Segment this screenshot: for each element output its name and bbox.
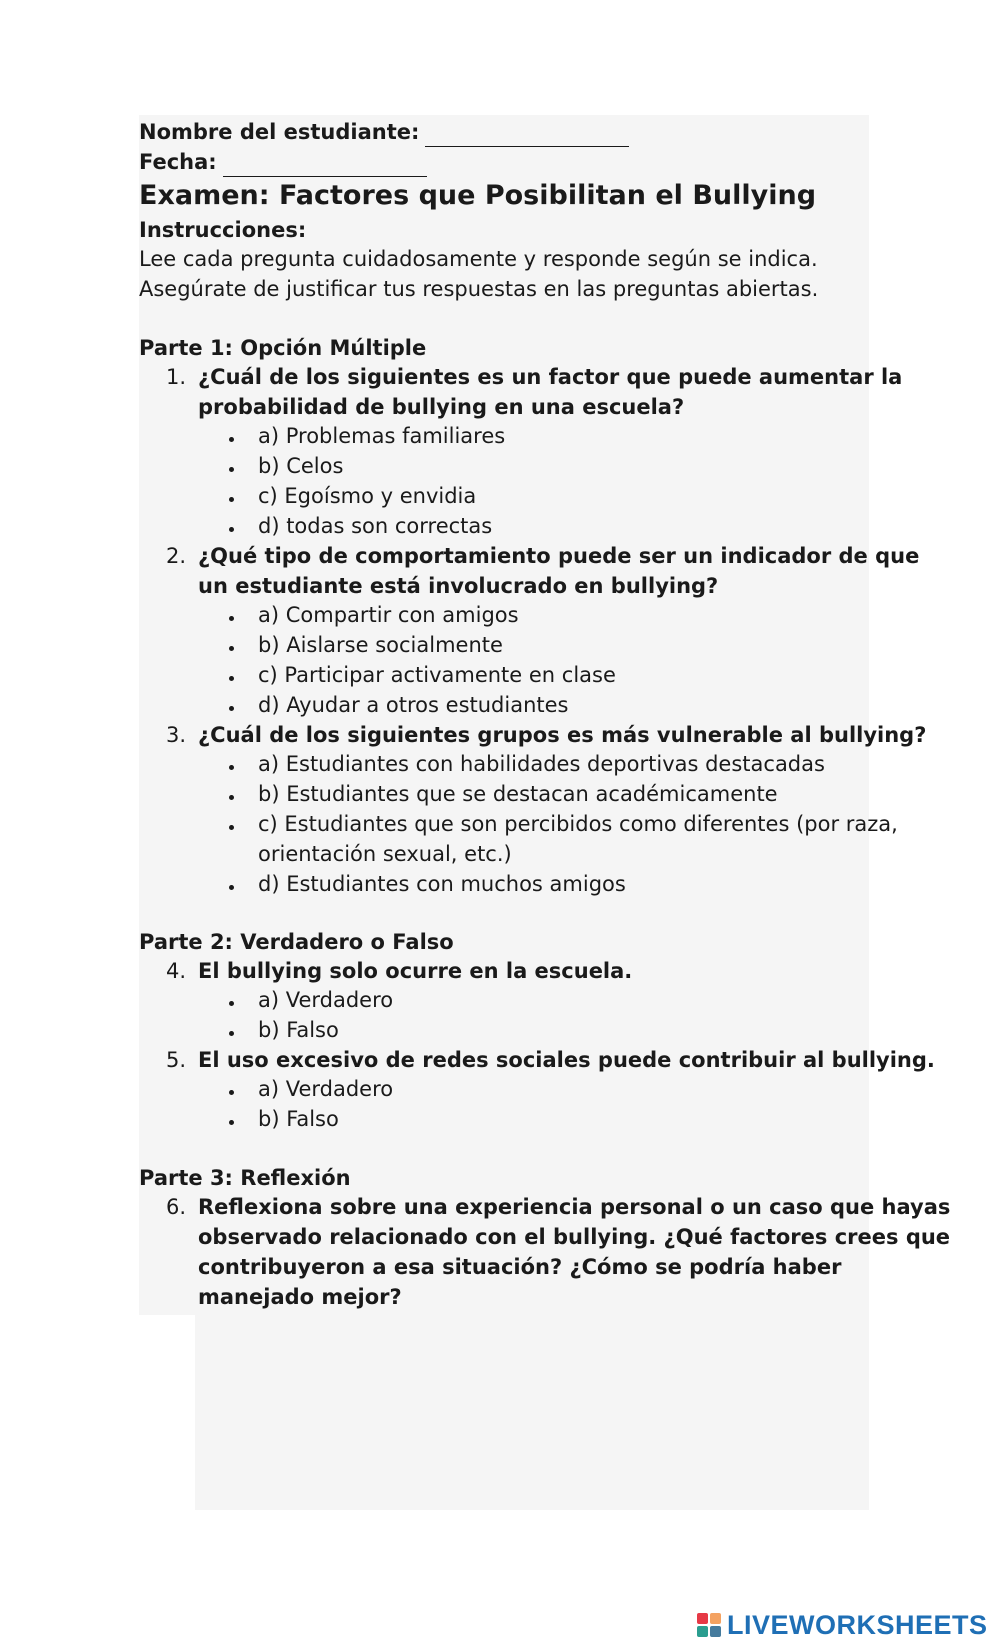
question-text: un estudiante está involucrado en bullying? (198, 574, 719, 598)
part3-heading: Parte 3: Reflexión (139, 1166, 351, 1190)
bullet-icon (229, 706, 234, 711)
question-number: 1. (165, 365, 186, 389)
bullet-icon (229, 527, 234, 532)
question-text: ¿Qué tipo de comportamiento puede ser un indicador de que (198, 544, 920, 568)
bullet-icon (229, 1001, 234, 1006)
part1-heading: Parte 1: Opción Múltiple (139, 336, 427, 360)
bullet-icon (229, 765, 234, 770)
liveworksheets-logo-icon (697, 1613, 723, 1639)
bullet-icon (229, 437, 234, 442)
bullet-icon (229, 467, 234, 472)
question-text: observado relacionado con el bullying. ¿Qué factores crees que (198, 1225, 951, 1249)
instructions-text: Asegúrate de justificar tus respuestas en las preguntas abiertas. (139, 277, 819, 301)
answer-option[interactable]: a) Verdadero (258, 1077, 394, 1101)
student-name-field[interactable] (139, 117, 629, 147)
answer-option[interactable]: a) Estudiantes con habilidades deportivas destacadas (258, 752, 825, 776)
answer-option[interactable]: c) Egoísmo y envidia (258, 484, 477, 508)
answer-option[interactable]: c) Estudiantes que son percibidos como diferentes (por raza, (258, 812, 898, 836)
liveworksheets-logo-text: LIVEWORKSHEETS (727, 1610, 988, 1640)
question-text: El uso excesivo de redes sociales puede contribuir al bullying. (198, 1048, 935, 1072)
bullet-icon (229, 646, 234, 651)
bullet-icon (229, 497, 234, 502)
bullet-icon (229, 676, 234, 681)
answer-area (195, 1300, 869, 1510)
answer-option[interactable]: b) Celos (258, 454, 344, 478)
answer-option[interactable]: a) Verdadero (258, 988, 394, 1012)
date-field[interactable] (139, 147, 427, 177)
bullet-icon (229, 825, 234, 830)
question-text: contribuyeron a esa situación? ¿Cómo se podría haber (198, 1255, 842, 1279)
question-text: Reflexiona sobre una experiencia personal o un caso que hayas (198, 1195, 951, 1219)
liveworksheets-logo (697, 1610, 988, 1640)
question-number: 3. (165, 723, 186, 747)
bullet-icon (229, 1090, 234, 1095)
exam-title: Examen: Factores que Posibilitan el Bullying (139, 180, 817, 211)
answer-option[interactable]: a) Problemas familiares (258, 424, 506, 448)
instructions-text: Lee cada pregunta cuidadosamente y responde según se indica. (139, 247, 818, 271)
question-number: 4. (165, 959, 186, 983)
question-number: 5. (165, 1048, 186, 1072)
bullet-icon (229, 1120, 234, 1125)
question-text: manejado mejor? (198, 1285, 402, 1309)
date-label: Fecha: (139, 150, 217, 174)
part2-heading: Parte 2: Verdadero o Falso (139, 930, 454, 954)
instructions-heading: Instrucciones: (139, 218, 307, 242)
question-text: ¿Cuál de los siguientes grupos es más vulnerable al bullying? (198, 723, 927, 747)
question-number: 2. (165, 544, 186, 568)
answer-option-continued[interactable]: orientación sexual, etc.) (258, 842, 512, 866)
student-name-blank[interactable] (425, 124, 629, 147)
question-text: probabilidad de bullying en una escuela? (198, 395, 685, 419)
question-text: ¿Cuál de los siguientes es un factor que puede aumentar la (198, 365, 903, 389)
answer-option[interactable]: d) Ayudar a otros estudiantes (258, 693, 569, 717)
bullet-icon (229, 616, 234, 621)
answer-option[interactable]: b) Estudiantes que se destacan académicamente (258, 782, 778, 806)
date-blank[interactable] (223, 154, 427, 177)
bullet-icon (229, 795, 234, 800)
question-number: 6. (165, 1195, 186, 1219)
answer-option[interactable]: d) todas son correctas (258, 514, 493, 538)
answer-option[interactable]: b) Falso (258, 1018, 339, 1042)
bullet-icon (229, 885, 234, 890)
answer-option[interactable]: a) Compartir con amigos (258, 603, 519, 627)
answer-option[interactable]: c) Participar activamente en clase (258, 663, 616, 687)
bullet-icon (229, 1031, 234, 1036)
answer-option[interactable]: d) Estudiantes con muchos amigos (258, 872, 626, 896)
question-text: El bullying solo ocurre en la escuela. (198, 959, 633, 983)
answer-option[interactable]: b) Aislarse socialmente (258, 633, 503, 657)
student-name-label: Nombre del estudiante: (139, 120, 420, 144)
answer-option[interactable]: b) Falso (258, 1107, 339, 1131)
